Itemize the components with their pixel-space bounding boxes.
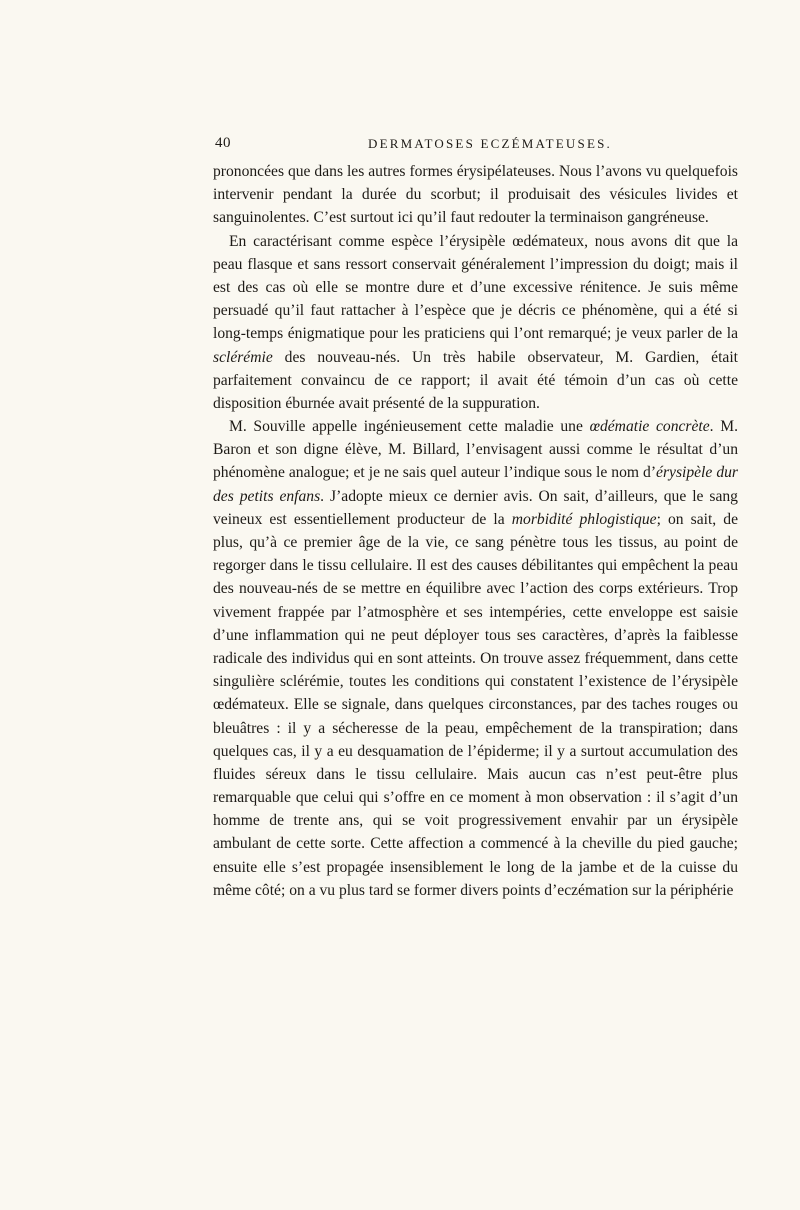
text-run: . M. Baron et son digne élève, M. Billard, l’envisagent aussi comme le résultat d’un phénomène analogue; et je ne sais quel auteur l’indique sous le nom d’: [213, 418, 738, 482]
italic-term: sclérémie: [213, 348, 273, 366]
text-run: des nouveau-nés. Un très habile observateur, M. Gardien, était parfaitement convaincu de ce rapport; il avait été témoin d’un cas où cette disposition éburnée avait présenté de la suppuration.: [213, 348, 738, 412]
paragraph: [213, 160, 738, 230]
text-run: En caractérisant comme espèce l’érysipèle œdémateux, nous avons dit que la peau flasque et sans ressort conservait généralement l’impression du doigt; mais il est des cas où elle se montre dure et d’une excessive rénitence. Je suis même persuadé qu’il faut rattacher à l’espèce que je décris ce phénomène, qui a été si long-temps énigmatique pour les praticiens qui l’ont remarqué; je veux parler de la: [213, 232, 738, 343]
text-run: prononcées que dans les autres formes érysipélateuses. Nous l’avons vu quelquefois intervenir pendant la durée du scorbut; il produisait des vésicules livides et sanguinolentes. C’est surtout ici qu’il faut redouter la terminaison gangréneuse.: [213, 163, 738, 227]
italic-term: œdématie concrète: [589, 418, 710, 436]
page-header: [213, 135, 737, 155]
italic-term: morbidité phlogistique: [511, 510, 657, 528]
running-title: DERMATOSES ECZÉMATEUSES.: [368, 136, 612, 151]
text-run: ; on sait, de plus, qu’à ce premier âge de la vie, ce sang pénètre tous les tissus, au point de regorger dans le tissu cellulaire. Il est des causes débilitantes qui empêchent la peau des nouveau-nés de se mettre en équilibre avec l’action des corps extérieurs. Trop vivement frappée par l’atmosphère et ses intempéries, cette enveloppe est saisie d’une inflammation qui ne peut déployer tous ses caractères, d’après la faiblesse radicale des individus qui en sont atteints. On trouve assez fréquemment, dans cette singulière sclérémie, toutes les conditions qui constatent l’existence de l’érysipèle œdémateux. Elle se signale, dans quelques circonstances, par des taches rouges ou bleuâtres : il y a sécheresse de la peau, empêchement de la transpiration; dans quelques cas, il y a eu desquamation de l’épiderme; il y a surtout accumulation des fluides séreux dans le tissu cellulaire. Mais aucun cas n’est peut-être plus remarquable que celui qui s’offre en ce moment à mon observation : il s’agit d’un homme de trente ans, qui se voit progressivement envahir par un érysipèle ambulant de cette sorte. Cette affection a commencé à la cheville du pied gauche; ensuite elle s’est propagée insensiblement le long de la jambe et de la cuisse du même côté; on a vu plus tard se former divers points d’eczémation sur la périphérie: [213, 510, 738, 899]
paragraph: [213, 415, 738, 902]
italic-term: érysipèle dur des petits enfans: [213, 464, 738, 505]
body-text: [213, 160, 738, 902]
text-run: M. Souville appelle ingénieusement cette maladie une: [229, 418, 590, 436]
text-run: . J’adopte mieux ce dernier avis. On sait, d’ailleurs, que le sang veineux est essentiellement producteur de la: [213, 487, 738, 528]
page-number: 40: [215, 135, 231, 151]
paragraph: [213, 230, 738, 416]
